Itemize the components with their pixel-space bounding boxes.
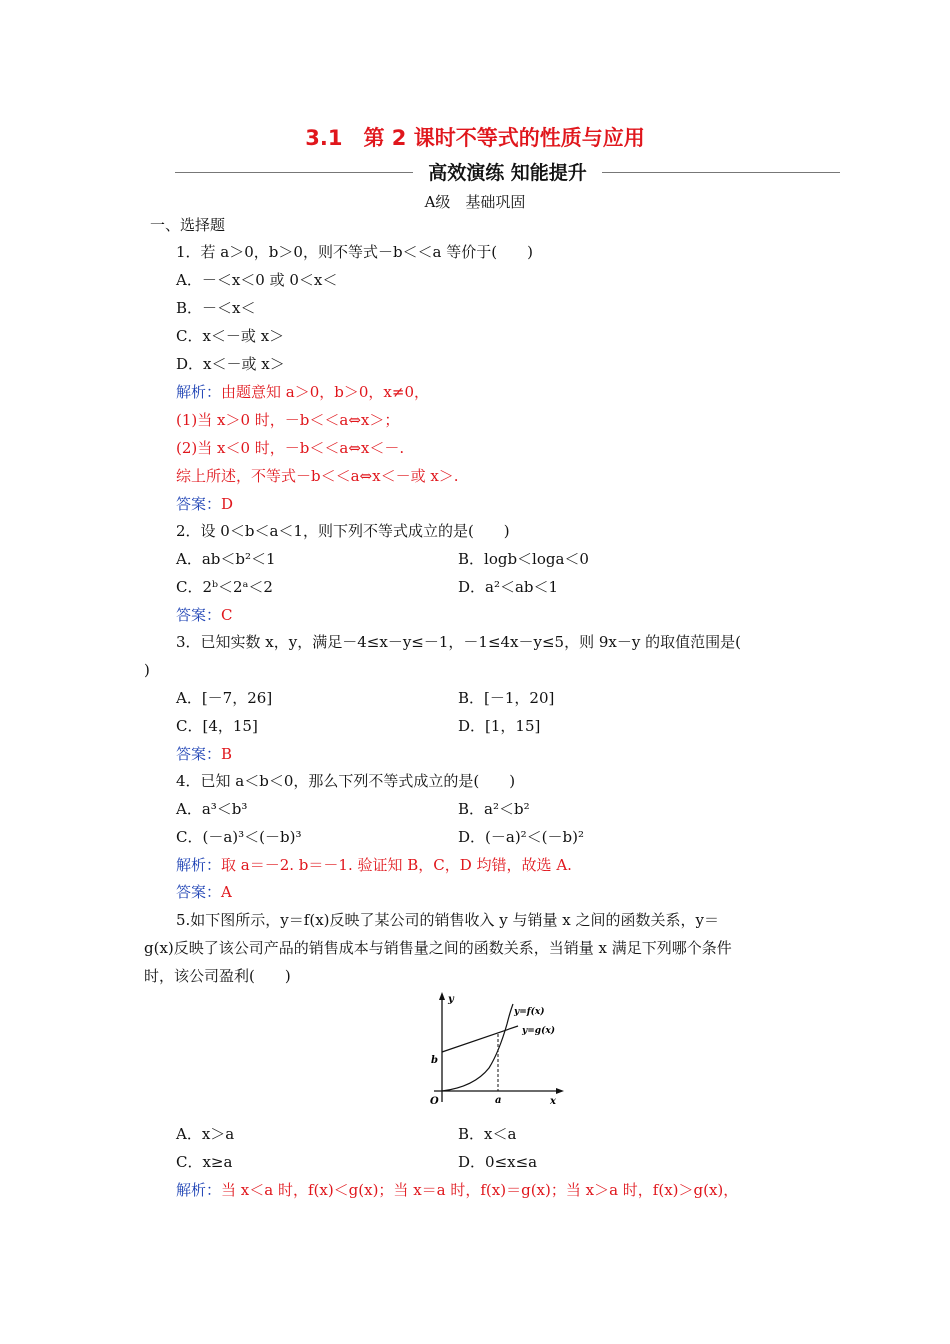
f-label: y=f(x): [514, 1007, 545, 1017]
q1-option-c: C．x＜－或 x＞: [176, 327, 285, 345]
q1-option-a: A．－＜x＜0 或 0＜x＜: [176, 271, 338, 289]
q4-answer: [176, 883, 232, 901]
q2-answer: [176, 606, 233, 624]
q1-solution-line3: (2)当 x＜0 时，－b＜＜a⇔x＜－.: [176, 439, 405, 457]
q4-option-c: C．(－a)³＜(－b)³: [176, 828, 302, 846]
solution-label: 解析：: [176, 856, 222, 874]
section-banner: [175, 158, 840, 186]
q1-option-d: D．x＜－或 x＞: [176, 355, 285, 373]
q1-answer: [176, 495, 233, 513]
answer-value: D: [221, 495, 234, 513]
answer-label: 答案：: [176, 495, 222, 513]
answer-label: 答案：: [176, 745, 222, 763]
y-axis-arrow: [439, 992, 445, 1000]
solution-label: 解析：: [176, 1181, 222, 1199]
page-title: 3.1 第 2 课时不等式的性质与应用: [305, 126, 645, 150]
q4-stem: 4．已知 a＜b＜0，那么下列不等式成立的是( ): [176, 772, 516, 790]
q1-solution-line2: (1)当 x＞0 时，－b＜＜a⇔x＞；: [176, 411, 400, 429]
q5-stem-line1: 5.如下图所示，y＝f(x)反映了某公司的销售收入 y 与销量 x 之间的函数关系，y＝: [176, 911, 719, 929]
solution-text: 由题意知 a＞0，b＞0，x≠0，: [221, 383, 429, 401]
q2-option-c: C．2ᵇ＜2ᵃ＜2: [176, 578, 273, 596]
q5-option-d: D．0≤x≤a: [458, 1153, 538, 1171]
q5-graph: [414, 990, 574, 1112]
q5-option-c: C．x≥a: [176, 1153, 233, 1171]
q2-option-d: D．a²＜ab＜1: [458, 578, 559, 596]
section-heading: 一、选择题: [150, 216, 226, 234]
answer-label: 答案：: [176, 883, 222, 901]
solution-label: 解析：: [176, 383, 222, 401]
x-axis-arrow: [556, 1088, 564, 1094]
a-label: a: [495, 1095, 502, 1106]
q2-option-b: B．logb＜loga＜0: [458, 550, 589, 568]
f-curve: [442, 1004, 513, 1091]
x-axis-label: x: [550, 1096, 556, 1107]
q2-stem: 2．设 0＜b＜a＜1，则下列不等式成立的是( ): [176, 522, 510, 540]
q1-option-b: B．－＜x＜: [176, 299, 256, 317]
b-label: b: [431, 1055, 438, 1066]
q5-stem-line3: 时，该公司盈利( ): [144, 967, 291, 985]
q3-stem-cont: ): [144, 661, 150, 679]
origin-label: O: [430, 1096, 439, 1107]
q5-option-b: B．x＜a: [458, 1125, 517, 1143]
banner-text: 高效演练 知能提升: [428, 162, 587, 184]
answer-value: C: [221, 606, 233, 624]
q3-stem: 3．已知实数 x，y，满足－4≤x－y≤－1，－1≤4x－y≤5，则 9x－y 的取值范围是(: [176, 633, 741, 651]
q4-solution: [176, 856, 572, 874]
q4-option-b: B．a²＜b²: [458, 800, 530, 818]
q2-option-a: A．ab＜b²＜1: [176, 550, 276, 568]
q5-option-a: A．x＞a: [176, 1125, 235, 1143]
y-axis-label: y: [448, 994, 454, 1005]
q1-solution-line4: 综上所述，不等式－b＜＜a⇔x＜－或 x＞.: [176, 467, 459, 485]
q1-solution-line1: [176, 383, 429, 401]
q4-option-d: D．(－a)²＜(－b)²: [458, 828, 585, 846]
q3-option-a: A．[－7，26]: [176, 689, 273, 707]
answer-value: A: [221, 883, 232, 901]
answer-value: B: [221, 745, 233, 763]
banner-rule-right: [602, 172, 840, 173]
q1-stem: 1．若 a＞0，b＞0，则不等式－b＜＜a 等价于( ): [176, 243, 533, 261]
q3-option-b: B．[－1，20]: [458, 689, 555, 707]
solution-text: 当 x＜a 时，f(x)＜g(x)；当 x＝a 时，f(x)＝g(x)；当 x＞a 时，f(x)＞g(x)，: [221, 1181, 739, 1199]
g-line: [442, 1026, 518, 1052]
q5-solution: [176, 1181, 738, 1199]
q3-option-c: C．[4，15]: [176, 717, 258, 735]
q3-option-d: D．[1，15]: [458, 717, 541, 735]
g-label: y=g(x): [522, 1026, 555, 1036]
solution-text: 取 a＝－2. b＝－1. 验证知 B，C，D 均错，故选 A.: [221, 856, 572, 874]
q4-option-a: A．a³＜b³: [176, 800, 248, 818]
level-heading: A级 基础巩固: [424, 193, 526, 211]
answer-label: 答案：: [176, 606, 222, 624]
q3-answer: [176, 745, 232, 763]
q5-stem-line2: g(x)反映了该公司产品的销售成本与销售量之间的函数关系，当销量 x 满足下列哪个条件: [144, 939, 732, 957]
